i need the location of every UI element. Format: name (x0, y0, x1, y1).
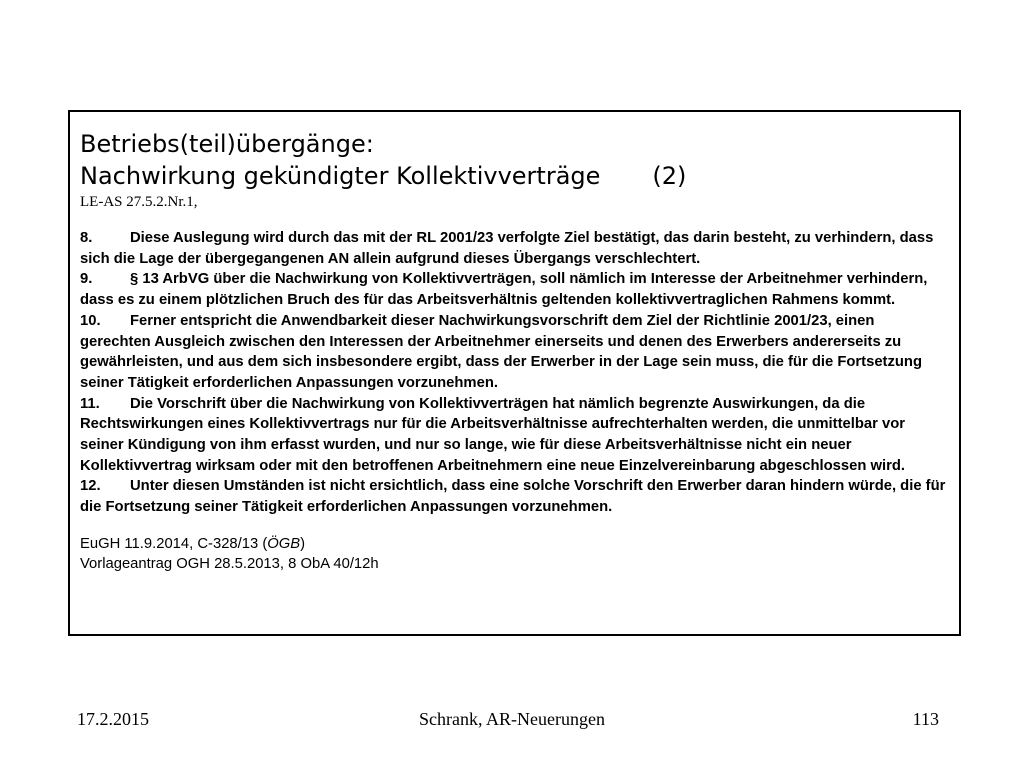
footer-author: Schrank, AR-Neuerungen (419, 709, 605, 729)
paragraph-text: Ferner entspricht die Anwendbarkeit dieser Nachwirkungsvorschrift dem Ziel der Richtlinie 2001/23, einen gerechten Ausgleich zwischen den Interessen der Arbeitnehmer einerseits und denen des Erwerbers andererseits zu gewährleisten, und aus dem sich insbesondere ergibt, dass der Erwerber in der Lage sein muss, die für die Fortsetzung seiner Tätigkeit erforderlichen Anpassungen vorzunehmen. (80, 312, 922, 391)
paragraph-9 (80, 269, 947, 310)
slide-content-box (68, 110, 961, 636)
source-suffix: ) (300, 535, 306, 552)
title-line-1: Betriebs(teil)übergänge: (80, 130, 374, 158)
paragraph-number: 9. (80, 271, 93, 288)
paragraph-text: Die Vorschrift über die Nachwirkung von Kollektivverträgen hat nämlich begrenzte Auswirkungen, da die Rechtswirkungen eines Kollektivvertrags nur für die Arbeitsverhältnisse aufrechterhalten werden, die unmittelbar vor seiner Kündigung von ihm erfasst wurden, und nur so lange, wie für diese Arbeitsverhältnisse nicht ein neuer Kollektivvertrag wirksam oder mit den betroffenen Arbeitnehmern eine neue Einzelvereinbarung abgeschlossen wird. (80, 395, 906, 474)
paragraph-number: 10. (80, 312, 101, 329)
paragraph-number: 11. (80, 395, 100, 412)
paragraph-8 (80, 228, 947, 269)
title-line-2 (80, 160, 947, 192)
reference-code: LE-AS 27.5.2.Nr.1, (80, 194, 198, 210)
source-citation (80, 534, 947, 574)
source-party-name: ÖGB (267, 535, 301, 552)
paragraph-10 (80, 311, 947, 394)
title-line-2-text: Nachwirkung gekündigter Kollektivverträge (80, 162, 601, 190)
source-line-2: Vorlageantrag OGH 28.5.2013, 8 ObA 40/12h (80, 555, 379, 572)
paragraph-text: § 13 ArbVG über die Nachwirkung von Kollektivverträgen, soll nämlich im Interesse der Arbeitnehmer verhindern, dass es zu einem plötzlichen Bruch des für das Arbeitsverhältnis geltenden kollektivvertraglichen Rahmens kommt. (80, 271, 928, 309)
footer-page-number: 113 (912, 709, 939, 729)
paragraph-text: Unter diesen Umständen ist nicht ersichtlich, dass eine solche Vorschrift den Erwerber daran hindern würde, die für die Fortsetzung seiner Tätigkeit erforderlichen Anpassungen vorzunehmen. (80, 478, 946, 516)
slide-title (80, 128, 947, 192)
paragraph-number: 12. (80, 478, 101, 495)
source-prefix: EuGH 11.9.2014, C-328/13 ( (80, 535, 268, 552)
paragraph-11 (80, 394, 947, 477)
paragraph-12 (80, 476, 947, 517)
footer-date: 17.2.2015 (77, 709, 149, 729)
paragraph-number: 8. (80, 230, 93, 246)
paragraph-text: Diese Auslegung wird durch das mit der RL 2001/23 verfolgte Ziel bestätigt, das darin besteht, zu verhindern, dass sich die Lage der übergegangenen AN allein aufgrund dieses Übergangs verschlechtert. (80, 230, 934, 267)
title-number: (2) (652, 162, 687, 190)
source-line-1 (80, 534, 947, 554)
